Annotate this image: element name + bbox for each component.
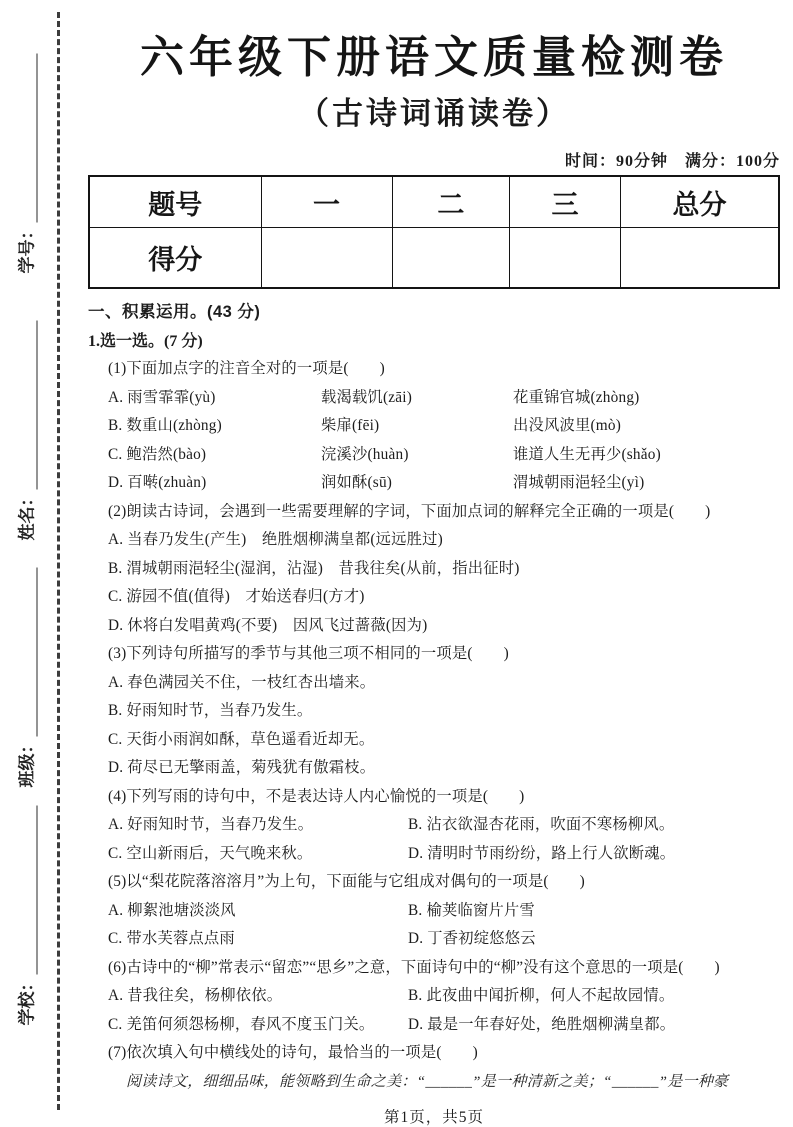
student-id-blank	[16, 54, 37, 223]
option-cell: 出没风波里(mò)	[513, 417, 622, 434]
option-cell: 花重锦官城(zhòng)	[513, 388, 640, 406]
option-cell: 柴扉(fēi)	[321, 417, 380, 434]
q1-part3-option-c: C. 天街小雨润如酥，草色遥看近却无。	[108, 730, 375, 748]
q1-part5-option-row-cd	[88, 925, 780, 954]
margin-dashed-line	[57, 12, 60, 1110]
question-1-label: 1.选一选。(7 分)	[88, 333, 203, 350]
q1-part6-stem: (6)古诗中的“柳”常表示“留恋”“思乡”之意，下面诗句中的“柳”没有这个意思的一项是( )	[108, 958, 720, 976]
q1-part3-option-b: B. 好雨知时节，当春乃发生。	[108, 702, 313, 719]
q1-part3-stem: (3)下列诗句所描写的季节与其他三项不相同的一项是( )	[108, 645, 509, 662]
score-table-col-total: 总分	[620, 176, 779, 228]
q1-part3-option-d: D. 荷尽已无擎雨盖，菊残犹有傲霜枝。	[108, 759, 376, 776]
option-cell: 浣溪沙(huàn)	[321, 445, 409, 463]
option-cell: 载渴载饥(zāi)	[321, 388, 413, 406]
option-cell: D. 最是一年春好处，绝胜烟柳满皇都。	[408, 1015, 676, 1033]
option-cell: 谁道人生无再少(shǎo)	[513, 445, 661, 463]
option-cell: B. 数重山(zhòng)	[108, 417, 222, 434]
sidebar-field-name	[13, 321, 38, 541]
name-label: 姓名：	[17, 489, 37, 541]
option-cell: A. 好雨知时节，当春乃发生。	[108, 816, 314, 833]
score-cell-2	[392, 228, 510, 289]
q1-part1-option-row-a	[88, 384, 780, 413]
school-blank	[16, 806, 37, 975]
option-cell: C. 鲍浩然(bào)	[108, 445, 207, 463]
score-cell-total	[620, 228, 779, 289]
option-cell: 润如酥(sū)	[321, 474, 393, 491]
footer-page-number: 第1页，共5页	[383, 1109, 484, 1126]
option-cell: A. 昔我往矣，杨柳依依。	[108, 987, 283, 1004]
class-label: 班级：	[17, 736, 37, 788]
score-table-col-2: 二	[392, 176, 510, 228]
q1-part2-option-c: C. 游园不值(值得) 才始送春归(方才)	[108, 588, 365, 605]
q1-part3-option-a: A. 春色满园关不住，一枝红杏出墙来。	[108, 673, 376, 691]
q1-part5-option-row-ab	[88, 897, 780, 926]
exam-page	[88, 28, 780, 1127]
school-label: 学校：	[17, 974, 37, 1026]
score-row-label: 得分	[89, 228, 261, 289]
exam-subtitle: （古诗词诵读卷）	[298, 96, 570, 131]
exam-meta: 时间：90分钟 满分：100分	[564, 153, 780, 170]
option-cell: C. 羌笛何须怨杨柳，春风不度玉门关。	[108, 1015, 375, 1033]
q1-part2-option-b: B. 渭城朝雨浥轻尘(湿润，沾湿) 昔我往矣(从前，指出征时)	[108, 559, 520, 577]
score-table-col-1: 一	[261, 176, 392, 228]
sidebar-field-school	[13, 806, 38, 1026]
score-table-corner: 题号	[89, 176, 261, 228]
score-table-col-3: 三	[510, 176, 621, 228]
score-cell-1	[261, 228, 392, 289]
option-cell: A. 雨雪霏霏(yù)	[108, 388, 216, 406]
sidebar-field-student-id	[13, 54, 38, 274]
score-cell-3	[510, 228, 621, 289]
option-cell: D. 丁香初绽悠悠云	[408, 930, 536, 947]
option-cell: C. 空山新雨后，天气晚来秋。	[108, 844, 313, 862]
student-id-label: 学号：	[17, 222, 37, 274]
q1-part4-stem: (4)下列写雨的诗句中，不是表达诗人内心愉悦的一项是( )	[108, 787, 525, 805]
option-cell: 渭城朝雨浥轻尘(yì)	[513, 474, 645, 491]
exam-title: 六年级下册语文质量检测卷	[140, 33, 728, 82]
q1-part7-quote: 阅读诗文，细细品味，能领略到生命之美：“______”是一种清新之美；“______”是一种豪	[126, 1073, 729, 1090]
q1-part6-option-row-cd	[88, 1011, 780, 1040]
name-blank	[16, 321, 37, 490]
class-blank	[16, 568, 37, 737]
option-cell: B. 沾衣欲湿杏花雨，吹面不寒杨柳风。	[408, 816, 675, 833]
q1-part1-option-row-b	[88, 412, 780, 441]
q1-part2-stem: (2)朗读古诗词，会遇到一些需要理解的字词，下面加点词的解释完全正确的一项是( )	[108, 502, 711, 520]
q1-part5-stem: (5)以“梨花院落溶溶月”为上句，下面能与它组成对偶句的一项是( )	[108, 873, 585, 890]
section-one-heading: 一、积累运用。(43 分)	[88, 303, 261, 321]
option-cell: C. 带水芙蓉点点雨	[108, 930, 235, 947]
sidebar-field-class	[13, 568, 38, 788]
q1-part1-stem: (1)下面加点字的注音全对的一项是( )	[108, 360, 385, 377]
option-cell: D. 清明时节雨纷纷，路上行人欲断魂。	[408, 844, 676, 862]
q1-part4-option-row-cd	[88, 840, 780, 869]
option-cell: B. 榆荚临窗片片雪	[408, 901, 535, 919]
q1-part2-option-d: D. 休将白发唱黄鸡(不要) 因风飞过蔷薇(因为)	[108, 616, 428, 634]
q1-part1-option-row-d	[88, 469, 780, 498]
q1-part1-option-row-c	[88, 441, 780, 470]
option-cell: D. 百啭(zhuàn)	[108, 474, 207, 491]
option-cell: A. 柳絮池塘淡淡风	[108, 901, 236, 919]
q1-part7-stem: (7)依次填入句中横线处的诗句，最恰当的一项是( )	[108, 1044, 478, 1061]
q1-part4-option-row-ab	[88, 811, 780, 840]
score-table	[88, 175, 780, 289]
option-cell: B. 此夜曲中闻折柳，何人不起故园情。	[408, 987, 675, 1004]
q1-part6-option-row-ab	[88, 982, 780, 1011]
q1-part2-option-a: A. 当春乃发生(产生) 绝胜烟柳满皇都(远远胜过)	[108, 531, 443, 548]
